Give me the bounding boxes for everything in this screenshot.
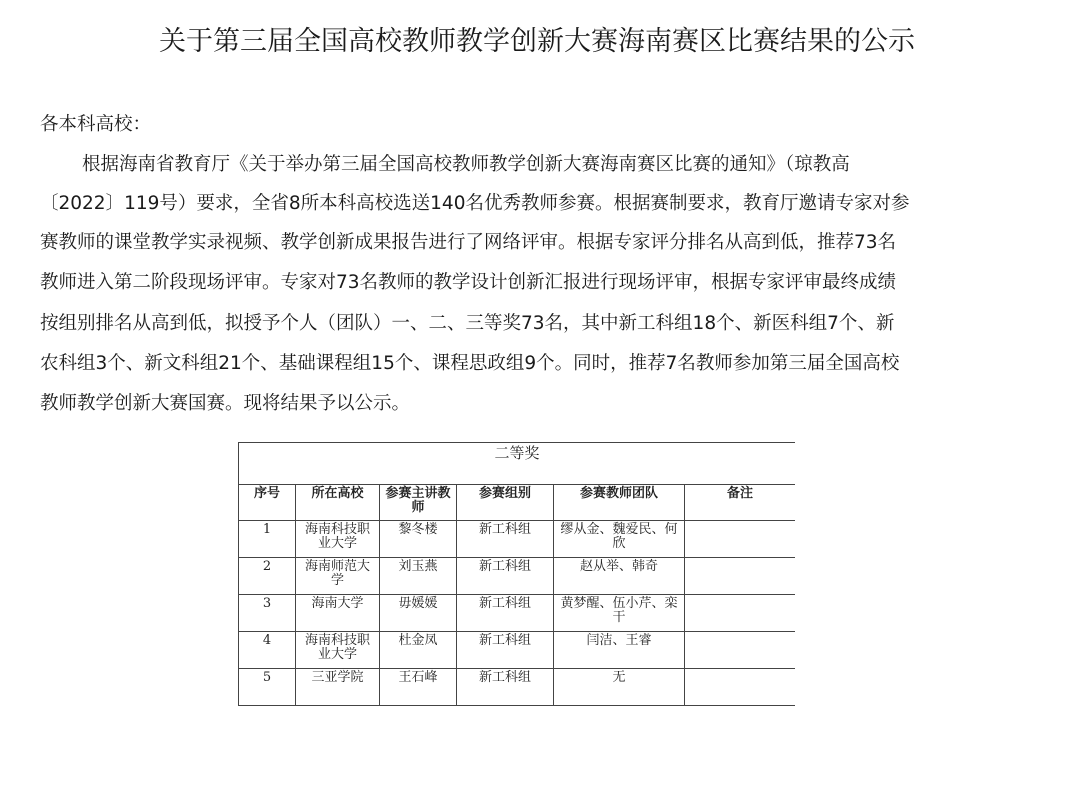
- cell-teacher: 毋媛媛: [380, 595, 457, 632]
- column-header-no: 序号: [239, 485, 296, 521]
- body-line: 农科组3个、新文科组21个、基础课程组15个、课程思政组9个。同时，推荐7名教师参加第三届全国高校: [40, 353, 900, 374]
- column-header-group: 参赛组别: [457, 485, 554, 521]
- column-header-team: 参赛教师团队: [554, 485, 685, 521]
- body-line: 教师教学创新大赛国赛。现将结果予以公示。: [40, 393, 411, 414]
- cell-no: 3: [239, 595, 296, 632]
- award-table-image: [238, 442, 795, 725]
- award-table: [238, 442, 795, 706]
- cell-note: [685, 669, 796, 706]
- award-band-row: [239, 443, 796, 485]
- cell-no: 1: [239, 521, 296, 558]
- body-line: 根据海南省教育厅《关于举办第三届全国高校教师教学创新大赛海南赛区比赛的通知》（琼教高: [82, 154, 850, 175]
- cell-teacher: 刘玉燕: [380, 558, 457, 595]
- cell-school: 海南科技职业大学: [296, 521, 380, 558]
- cell-note: [685, 521, 796, 558]
- cell-note: [685, 632, 796, 669]
- cell-group: 新工科组: [457, 632, 554, 669]
- cell-team: 无: [554, 669, 685, 706]
- cell-group: 新工科组: [457, 521, 554, 558]
- body-line: 按组别排名从高到低，拟授予个人（团队）一、二、三等奖73名，其中新工科组18个、新医科组7个、新: [40, 313, 895, 334]
- table-header-row: [239, 485, 796, 521]
- cell-teacher: 杜金凤: [380, 632, 457, 669]
- cell-teacher: 王石峰: [380, 669, 457, 706]
- table-row: [239, 669, 796, 706]
- cell-team: 闫洁、王睿: [554, 632, 685, 669]
- column-header-school: 所在高校: [296, 485, 380, 521]
- salutation: 各本科高校：: [40, 114, 152, 135]
- cell-group: 新工科组: [457, 669, 554, 706]
- cell-note: [685, 558, 796, 595]
- cell-note: [685, 595, 796, 632]
- table-row: [239, 521, 796, 558]
- cell-group: 新工科组: [457, 558, 554, 595]
- cell-team: 赵从举、韩奇: [554, 558, 685, 595]
- cell-school: 海南科技职业大学: [296, 632, 380, 669]
- award-band-title: 二等奖: [239, 443, 796, 485]
- cell-teacher: 黎冬楼: [380, 521, 457, 558]
- cell-school: 海南大学: [296, 595, 380, 632]
- cell-school: 三亚学院: [296, 669, 380, 706]
- cell-group: 新工科组: [457, 595, 554, 632]
- cell-no: 4: [239, 632, 296, 669]
- cell-team: 黄梦醒、伍小芹、栾干: [554, 595, 685, 632]
- notice-title: 关于第三届全国高校教师教学创新大赛海南赛区比赛结果的公示: [159, 26, 915, 57]
- cell-school: 海南师范大学: [296, 558, 380, 595]
- table-row: [239, 632, 796, 669]
- cell-team: 缪从金、魏爱民、何欣: [554, 521, 685, 558]
- table-row: [239, 595, 796, 632]
- column-header-teacher: 参赛主讲教师: [380, 485, 457, 521]
- body-line: 赛教师的课堂教学实录视频、教学创新成果报告进行了网络评审。根据专家评分排名从高到低，推荐73名: [40, 232, 897, 253]
- table-row: [239, 558, 796, 595]
- body-line: 教师进入第二阶段现场评审。专家对73名教师的教学设计创新汇报进行现场评审，根据专家评审最终成绩: [40, 272, 897, 293]
- body-line: 〔2022〕119号）要求，全省8所本科高校选送140名优秀教师参赛。根据赛制要求，教育厅邀请专家对参: [40, 193, 910, 214]
- column-header-note: 备注: [685, 485, 796, 521]
- cell-no: 5: [239, 669, 296, 706]
- cell-no: 2: [239, 558, 296, 595]
